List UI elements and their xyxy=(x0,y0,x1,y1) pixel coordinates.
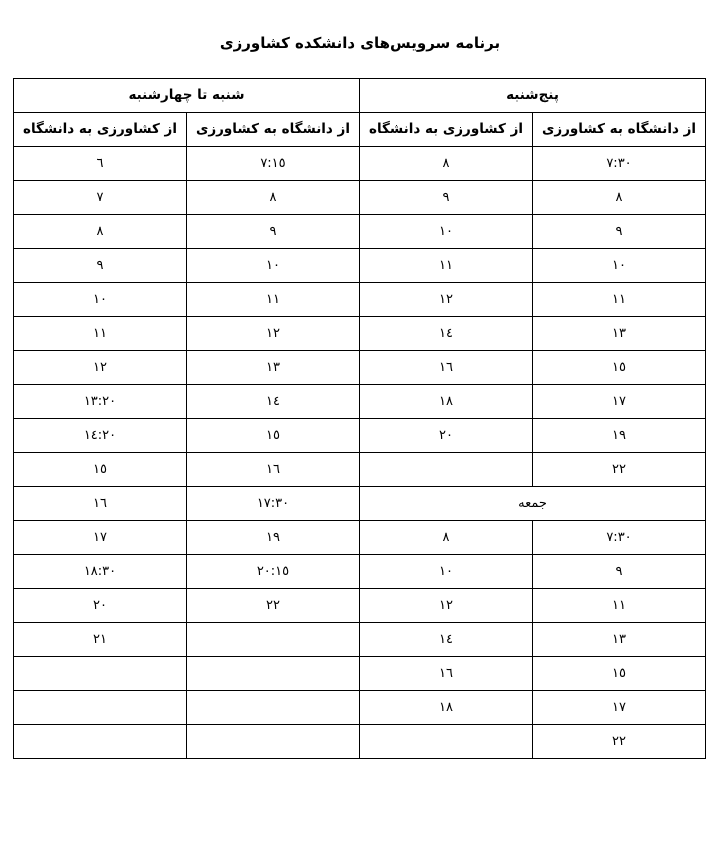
cell-empty xyxy=(186,725,359,759)
cell-time: ١٥ xyxy=(533,657,706,691)
column-header-0: از دانشگاه به کشاورزی xyxy=(533,113,706,147)
cell-time: ١٦ xyxy=(359,657,532,691)
cell-time: ٢١ xyxy=(13,623,186,657)
table-row xyxy=(13,283,705,317)
table-row xyxy=(13,453,705,487)
cell-time: ١٢ xyxy=(13,351,186,385)
cell-time: ٧:٣٠ xyxy=(533,147,706,181)
cell-time: ١٧:٣٠ xyxy=(186,487,359,521)
cell-time: ١٦ xyxy=(186,453,359,487)
group-header-row xyxy=(13,79,705,113)
cell-empty xyxy=(186,657,359,691)
cell-time: ٦ xyxy=(13,147,186,181)
cell-time: ١٤ xyxy=(359,317,532,351)
cell-time: ٨ xyxy=(359,521,532,555)
cell-time: ٧:١٥ xyxy=(186,147,359,181)
cell-empty xyxy=(359,453,532,487)
table-row xyxy=(13,419,705,453)
cell-time: ٩ xyxy=(13,249,186,283)
cell-time: ٨ xyxy=(186,181,359,215)
cell-time: ٨ xyxy=(359,147,532,181)
cell-time: ٢٠ xyxy=(359,419,532,453)
cell-time: ١٠ xyxy=(533,249,706,283)
table-row xyxy=(13,215,705,249)
document-page xyxy=(0,34,720,858)
cell-time: ١٤:٢٠ xyxy=(13,419,186,453)
cell-time: ١٤ xyxy=(186,385,359,419)
cell-time: ٢٠:١٥ xyxy=(186,555,359,589)
table-row xyxy=(13,555,705,589)
cell-empty xyxy=(359,725,532,759)
cell-empty xyxy=(13,691,186,725)
cell-time: ١٠ xyxy=(186,249,359,283)
cell-time: ١٣:٢٠ xyxy=(13,385,186,419)
cell-empty xyxy=(186,691,359,725)
table-row xyxy=(13,623,705,657)
column-header-row xyxy=(13,113,705,147)
cell-time: ٧ xyxy=(13,181,186,215)
cell-time: ٩ xyxy=(186,215,359,249)
cell-empty xyxy=(13,657,186,691)
cell-time: ٢٢ xyxy=(533,453,706,487)
cell-time: ٨ xyxy=(533,181,706,215)
table-row xyxy=(13,385,705,419)
cell-time: ١٠ xyxy=(359,215,532,249)
group-header-saturday-wednesday: شنبه تا چهارشنبه xyxy=(13,79,359,113)
cell-time: ٢٠ xyxy=(13,589,186,623)
cell-time: ١١ xyxy=(359,249,532,283)
cell-time: ١٧ xyxy=(533,385,706,419)
cell-time: ١٦ xyxy=(359,351,532,385)
cell-time: ١٢ xyxy=(359,283,532,317)
cell-time: ١٠ xyxy=(359,555,532,589)
page-title: برنامه سرویس‌های دانشکده کشاورزی xyxy=(219,34,501,52)
day-band-friday: جمعه xyxy=(359,487,705,521)
cell-time: ١٢ xyxy=(359,589,532,623)
column-header-3: از کشاورزی به دانشگاه xyxy=(13,113,186,147)
cell-time: ١١ xyxy=(533,589,706,623)
cell-time: ٧:٣٠ xyxy=(533,521,706,555)
cell-time: ١٤ xyxy=(359,623,532,657)
table-row xyxy=(13,351,705,385)
schedule-table xyxy=(13,78,706,759)
column-header-2: از دانشگاه به کشاورزی xyxy=(186,113,359,147)
cell-time: ١٠ xyxy=(13,283,186,317)
cell-time: ١٣ xyxy=(186,351,359,385)
cell-time: ١٥ xyxy=(533,351,706,385)
table-body xyxy=(13,147,705,759)
table-row xyxy=(13,725,705,759)
cell-time: ١١ xyxy=(13,317,186,351)
cell-time: ١٩ xyxy=(186,521,359,555)
cell-time: ١٨ xyxy=(359,691,532,725)
cell-time: ١٨:٣٠ xyxy=(13,555,186,589)
cell-time: ١١ xyxy=(186,283,359,317)
cell-time: ٩ xyxy=(533,555,706,589)
table-row xyxy=(13,249,705,283)
table-row xyxy=(13,181,705,215)
cell-time: ١١ xyxy=(533,283,706,317)
table-row xyxy=(13,147,705,181)
table-row xyxy=(13,317,705,351)
cell-time: ٢٢ xyxy=(186,589,359,623)
column-header-1: از کشاورزی به دانشگاه xyxy=(359,113,532,147)
cell-time: ١٣ xyxy=(533,317,706,351)
group-header-thursday: پنج‌شنبه xyxy=(359,79,705,113)
cell-empty xyxy=(13,725,186,759)
cell-time: ١٧ xyxy=(13,521,186,555)
cell-time: ١٢ xyxy=(186,317,359,351)
table-row xyxy=(13,521,705,555)
table-row xyxy=(13,589,705,623)
cell-time: ١٣ xyxy=(533,623,706,657)
table-row xyxy=(13,691,705,725)
cell-time: ١٨ xyxy=(359,385,532,419)
schedule-table-wrapper xyxy=(0,78,720,759)
table-row xyxy=(13,657,705,691)
day-band-row xyxy=(13,487,705,521)
table-header xyxy=(13,79,705,147)
cell-time: ١٧ xyxy=(533,691,706,725)
cell-empty xyxy=(186,623,359,657)
cell-time: ١٩ xyxy=(533,419,706,453)
cell-time: ١٥ xyxy=(13,453,186,487)
cell-time: ١٦ xyxy=(13,487,186,521)
cell-time: ٩ xyxy=(533,215,706,249)
cell-time: ٩ xyxy=(359,181,532,215)
cell-time: ١٥ xyxy=(186,419,359,453)
cell-time: ٨ xyxy=(13,215,186,249)
cell-time: ٢٢ xyxy=(533,725,706,759)
